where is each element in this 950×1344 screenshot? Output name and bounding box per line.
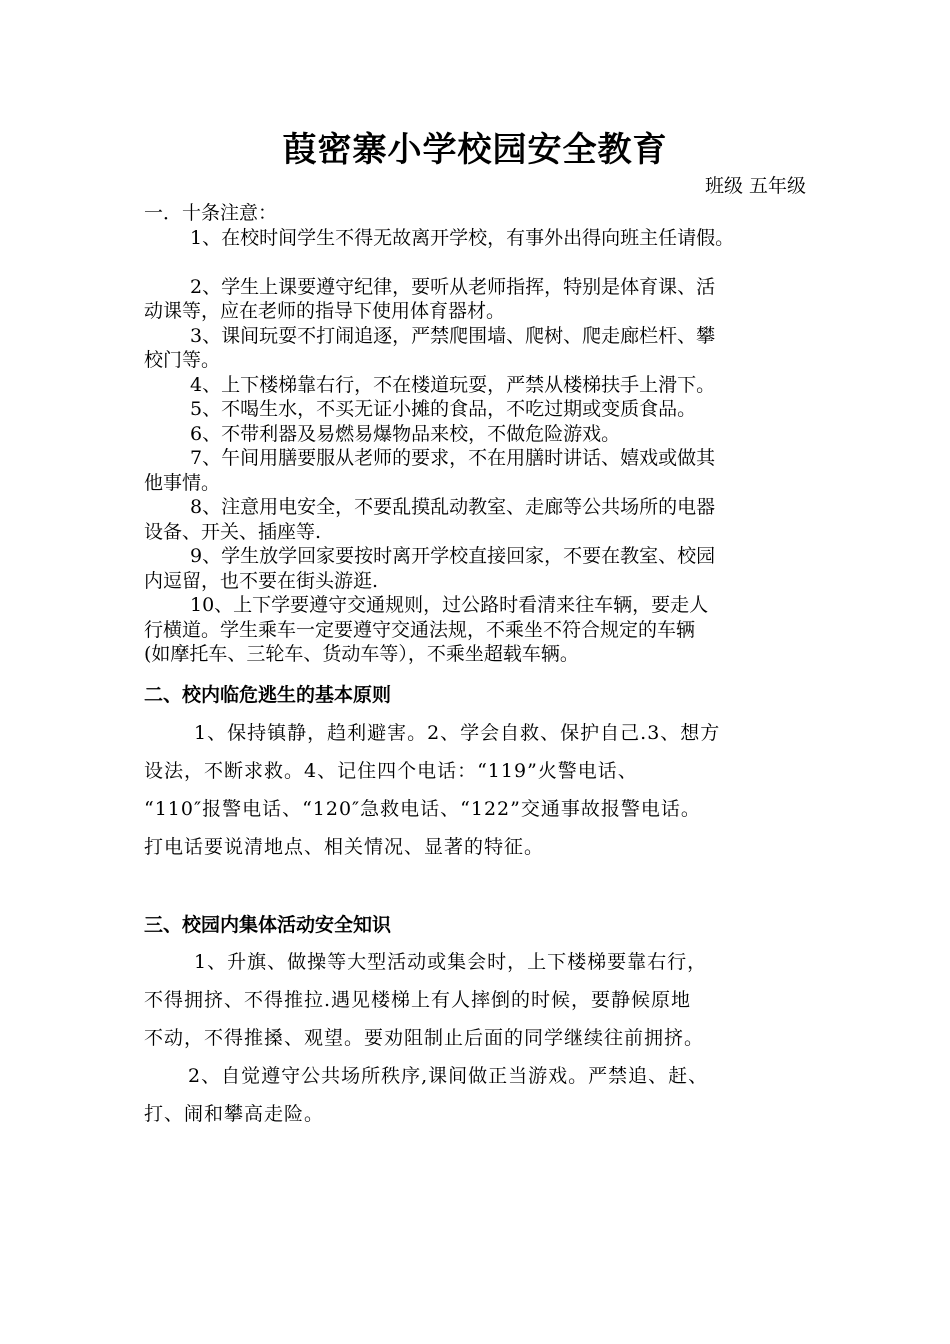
- section-2-heading: 二、校内临危逃生的基本原则: [144, 684, 392, 706]
- section-1-heading: 一．十条注意：: [144, 202, 278, 224]
- activity-line: 不动，不得推搡、观望。要劝阻制止后面的同学继续往前拥挤。: [144, 1027, 705, 1049]
- rule-line: 内逗留，也不要在街头游逛.: [144, 569, 379, 592]
- principle-line: “110″报警电话、“120″急救电话、“122”交通事故报警电话。: [144, 798, 701, 820]
- rule-line: 他事情。: [144, 471, 221, 494]
- rule-line: 10、上下学要遵守交通规则，过公路时看清来往车辆，要走人: [190, 594, 709, 616]
- section-2: [144, 714, 824, 866]
- rule-line: 6、不带利器及易燃易爆物品来校，不做危险游戏。: [190, 422, 621, 445]
- rule-line: (如摩托车、三轮车、货动车等），不乘坐超载车辆。: [144, 643, 579, 665]
- page-title: 葭密寨小学校园安全教育: [282, 130, 668, 170]
- blank-line: [144, 250, 824, 275]
- rule-line: 动课等，应在老师的指导下使用体育器材。: [144, 300, 506, 322]
- rule-line: 校门等。: [144, 349, 221, 371]
- activity-line: 1、升旗、做操等大型活动或集会时，上下楼梯要靠右行，: [194, 951, 708, 973]
- principle-line: 打电话要说清地点、相关情况、显著的特征。: [144, 836, 545, 858]
- section-3: [144, 943, 824, 1133]
- rule-line: 3、课间玩耍不打闹追逐，严禁爬围墙、爬树、爬走廊栏杆、攀: [190, 324, 716, 347]
- rule-line: 7、午间用膳要服从老师的要求，不在用膳时讲话、嬉戏或做其: [190, 447, 716, 469]
- rule-line: 5、不喝生水，不买无证小摊的食品，不吃过期或变质食品。: [190, 398, 697, 420]
- activity-line: 打、闹和攀高走险。: [144, 1103, 325, 1125]
- rule-line: 8、注意用电安全，不要乱摸乱动教室、走廊等公共场所的电器: [190, 496, 716, 518]
- activity-line: 2、自觉遵守公共场所秩序,课间做正当游戏。严禁追、赶、: [188, 1065, 709, 1087]
- principle-line: 设法，不断求救。4、记住四个电话：“119”火警电话、: [144, 760, 638, 782]
- activity-line: 不得拥挤、不得推拉.遇见楼梯上有人摔倒的时候，要静候原地: [144, 989, 692, 1011]
- rule-line: 4、上下楼梯靠右行，不在楼道玩耍，严禁从楼梯扶手上滑下。: [190, 373, 716, 396]
- section-3-heading: 三、校园内集体活动安全知识: [144, 914, 392, 936]
- rule-line: 行横道。学生乘车一定要遵守交通法规，不乘坐不符合规定的车辆: [144, 618, 696, 641]
- principle-line: 1、保持镇静，趋利避害。2、学会自救、保护自己.3、想方: [194, 722, 721, 744]
- section-1: [144, 201, 824, 667]
- rule-line: 1、在校时间学生不得无故离开学校，有事外出得向班主任请假。: [190, 226, 735, 249]
- rule-line: 设备、开关、插座等.: [144, 520, 322, 543]
- rule-line: 9、学生放学回家要按时离开学校直接回家，不要在教室、校园: [190, 545, 716, 567]
- class-info: 班级 五年级: [704, 175, 806, 197]
- rule-line: 2、学生上课要遵守纪律，要听从老师指挥，特别是体育课、活: [190, 275, 716, 298]
